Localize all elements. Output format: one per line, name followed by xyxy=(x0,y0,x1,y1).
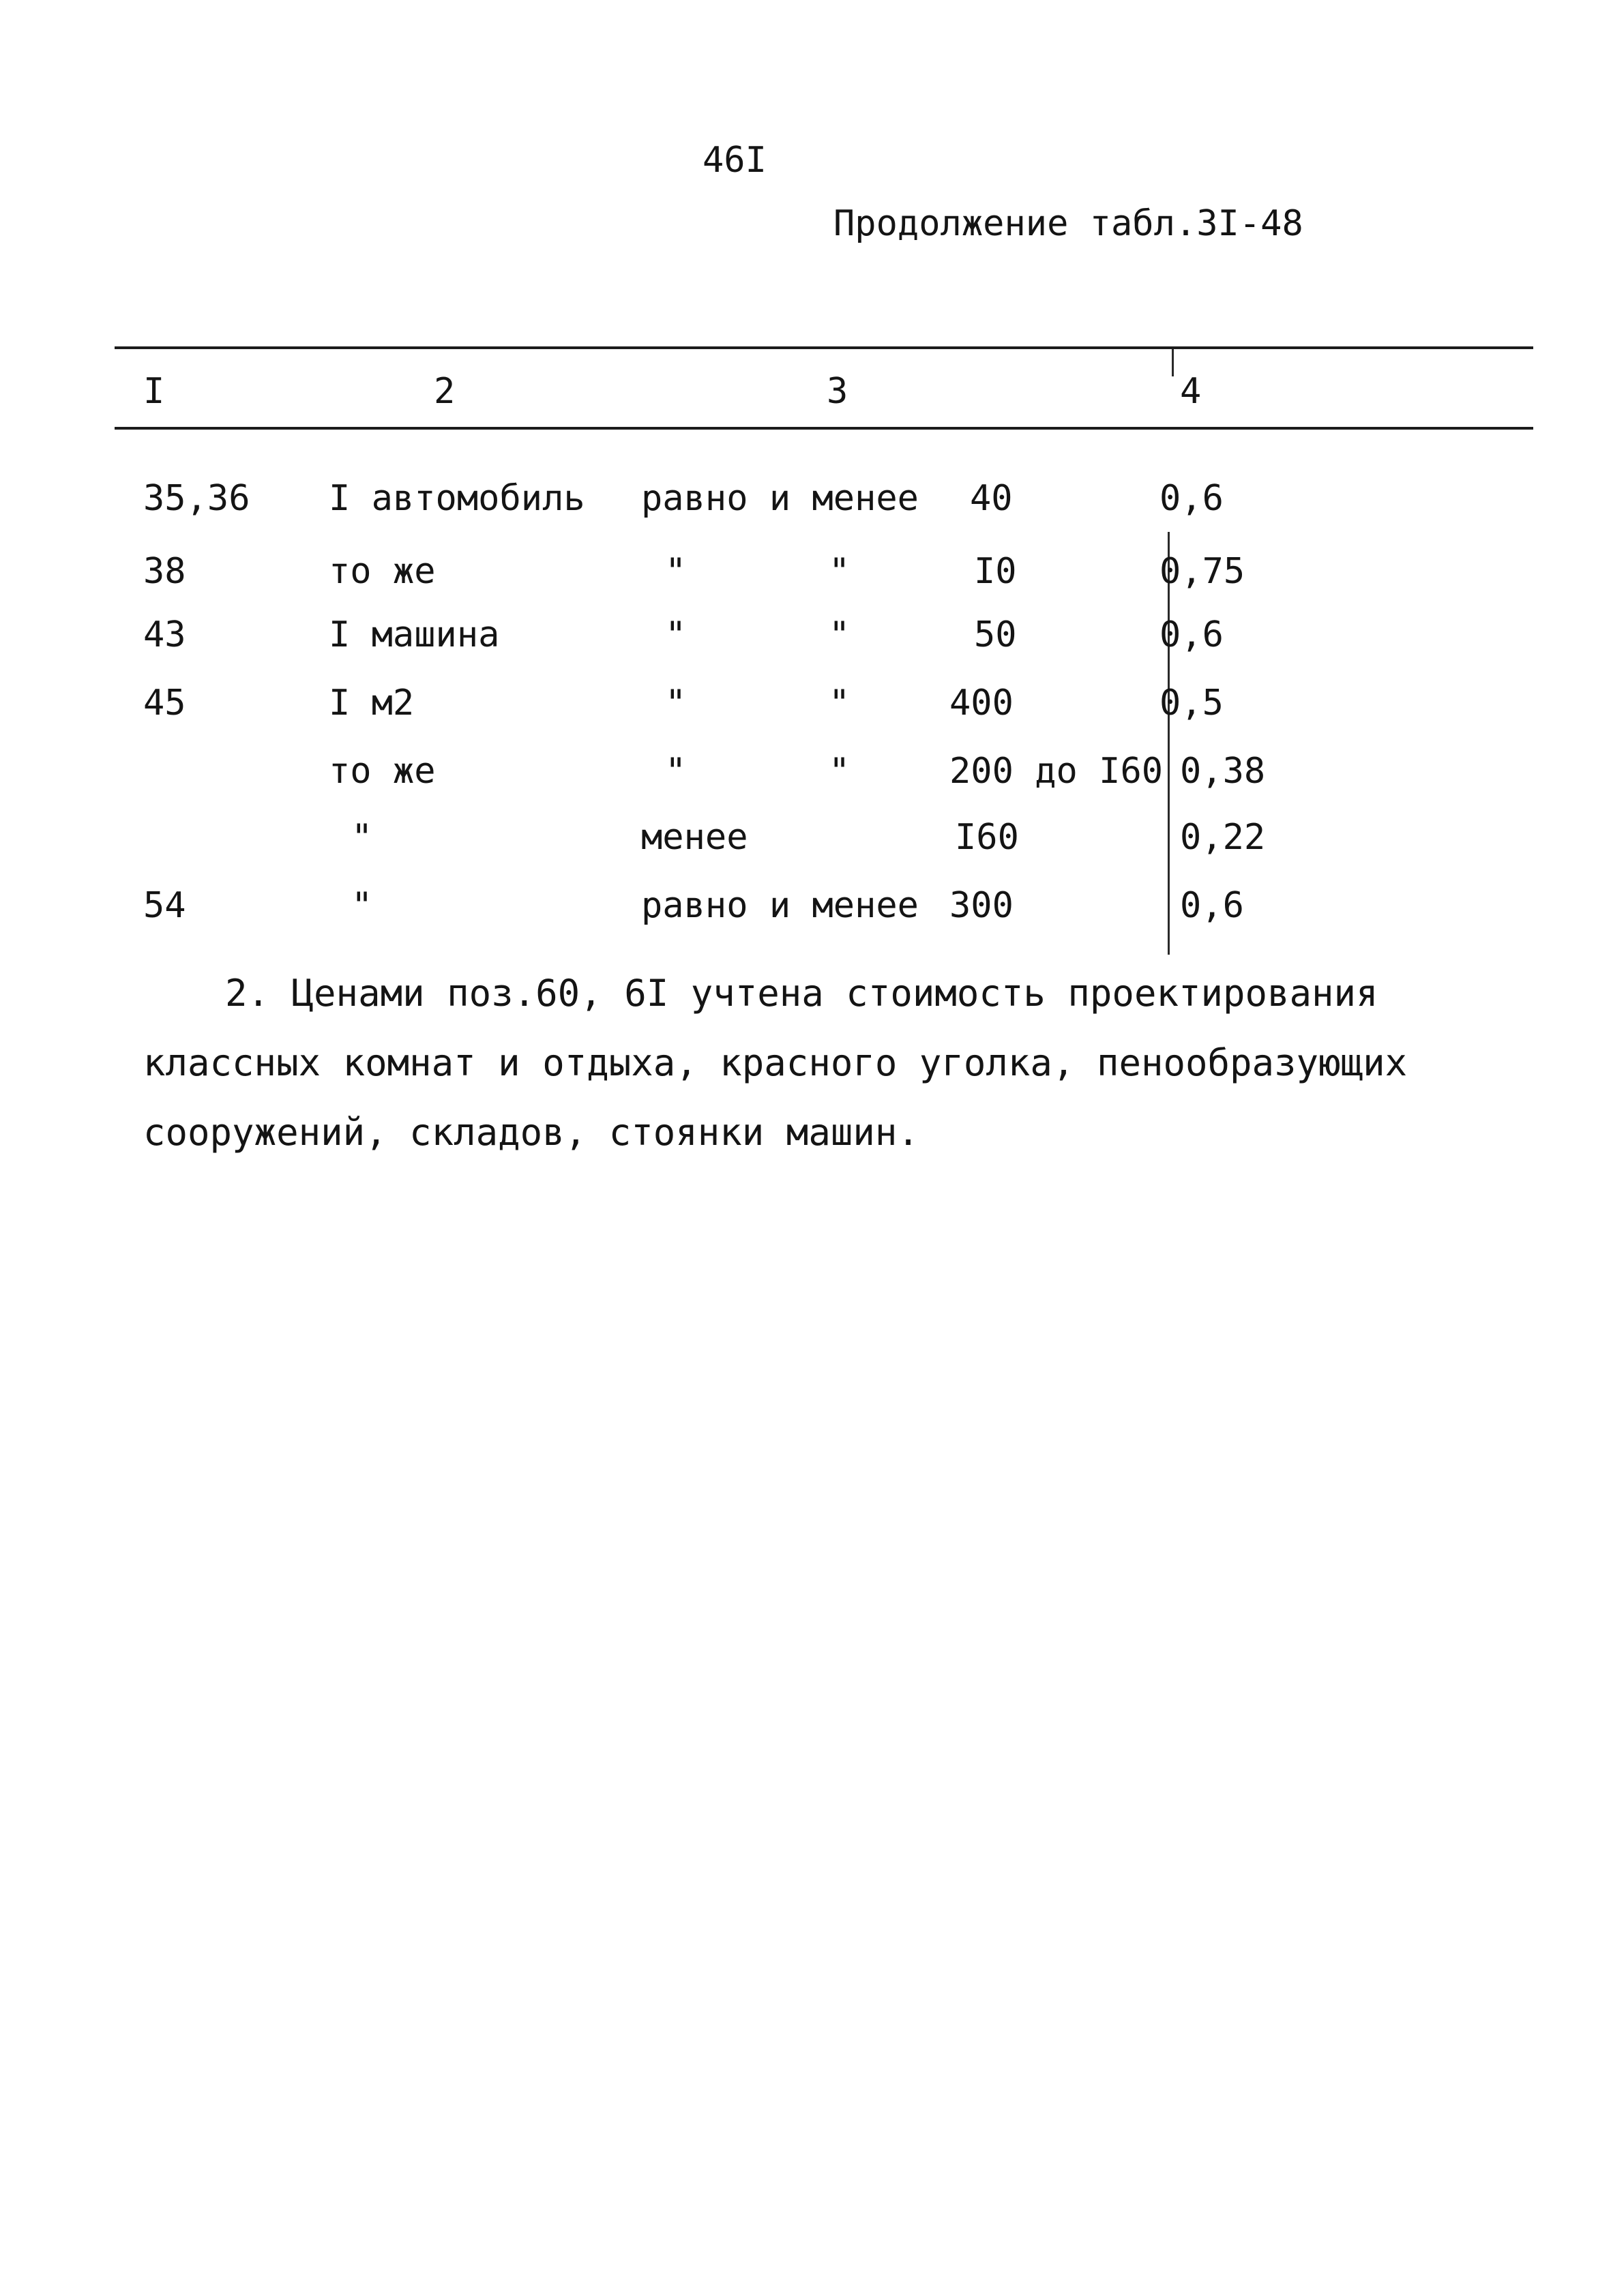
row-unit: I машина xyxy=(329,614,500,655)
row-quantity: 40 xyxy=(970,478,1013,519)
row-quantity: 200 до I60 xyxy=(949,751,1164,792)
row-condition: менее xyxy=(641,817,748,858)
row-position: 38 xyxy=(143,551,186,592)
row-unit: I автомобиль xyxy=(329,478,585,519)
note-line: сооружений, складов, стоянки машин. xyxy=(143,1111,919,1154)
row-quantity: I60 xyxy=(955,817,1019,858)
row-ditto-mark: " xyxy=(829,614,851,655)
row-position: 54 xyxy=(143,885,186,926)
row-ditto-mark: " xyxy=(665,614,687,655)
row-unit: " xyxy=(351,817,373,858)
row-quantity: 400 xyxy=(949,683,1014,724)
continuation-title: Продолжение табл.3I-48 xyxy=(833,203,1303,244)
row-unit: " xyxy=(351,885,373,926)
row-condition: равно и менее xyxy=(641,478,919,519)
row-position: 43 xyxy=(143,614,186,655)
column-header-1: I xyxy=(143,371,165,412)
row-ditto-mark: " xyxy=(665,751,687,792)
row-unit: то же xyxy=(329,551,436,592)
note-line: классных комнат и отдыха, красного уголка, пенообразующих xyxy=(143,1041,1408,1084)
row-coefficient: 0,38 xyxy=(1180,751,1266,792)
column-header-3: 3 xyxy=(827,371,848,412)
row-coefficient: 0,6 xyxy=(1159,478,1224,519)
row-condition: равно и менее xyxy=(641,885,919,926)
row-unit: I м2 xyxy=(329,683,415,724)
page-number: 46I xyxy=(703,140,767,181)
row-ditto-mark: " xyxy=(665,683,687,724)
note-line: 2. Ценами поз.60, 6I учтена стоимость проектирования xyxy=(225,972,1378,1015)
row-ditto-mark: " xyxy=(829,551,851,592)
row-position: 35,36 xyxy=(143,478,250,519)
row-coefficient: 0,5 xyxy=(1159,683,1224,724)
row-quantity: 50 xyxy=(974,614,1017,655)
column-header-4: 4 xyxy=(1180,371,1202,412)
row-coefficient: 0,75 xyxy=(1159,551,1245,592)
column-divider-body xyxy=(1168,532,1170,955)
row-ditto-mark: " xyxy=(829,683,851,724)
row-position: 45 xyxy=(143,683,186,724)
row-ditto-mark: " xyxy=(665,551,687,592)
row-unit: то же xyxy=(329,751,436,792)
row-ditto-mark: " xyxy=(829,751,851,792)
column-divider-header xyxy=(1172,349,1174,376)
row-coefficient: 0,6 xyxy=(1180,885,1244,926)
row-quantity: I0 xyxy=(974,551,1017,592)
table-top-rule xyxy=(115,346,1533,349)
row-quantity: 300 xyxy=(949,885,1014,926)
table-header-rule xyxy=(115,427,1533,430)
row-coefficient: 0,22 xyxy=(1180,817,1266,858)
row-coefficient: 0,6 xyxy=(1159,614,1224,655)
column-header-2: 2 xyxy=(434,371,456,412)
